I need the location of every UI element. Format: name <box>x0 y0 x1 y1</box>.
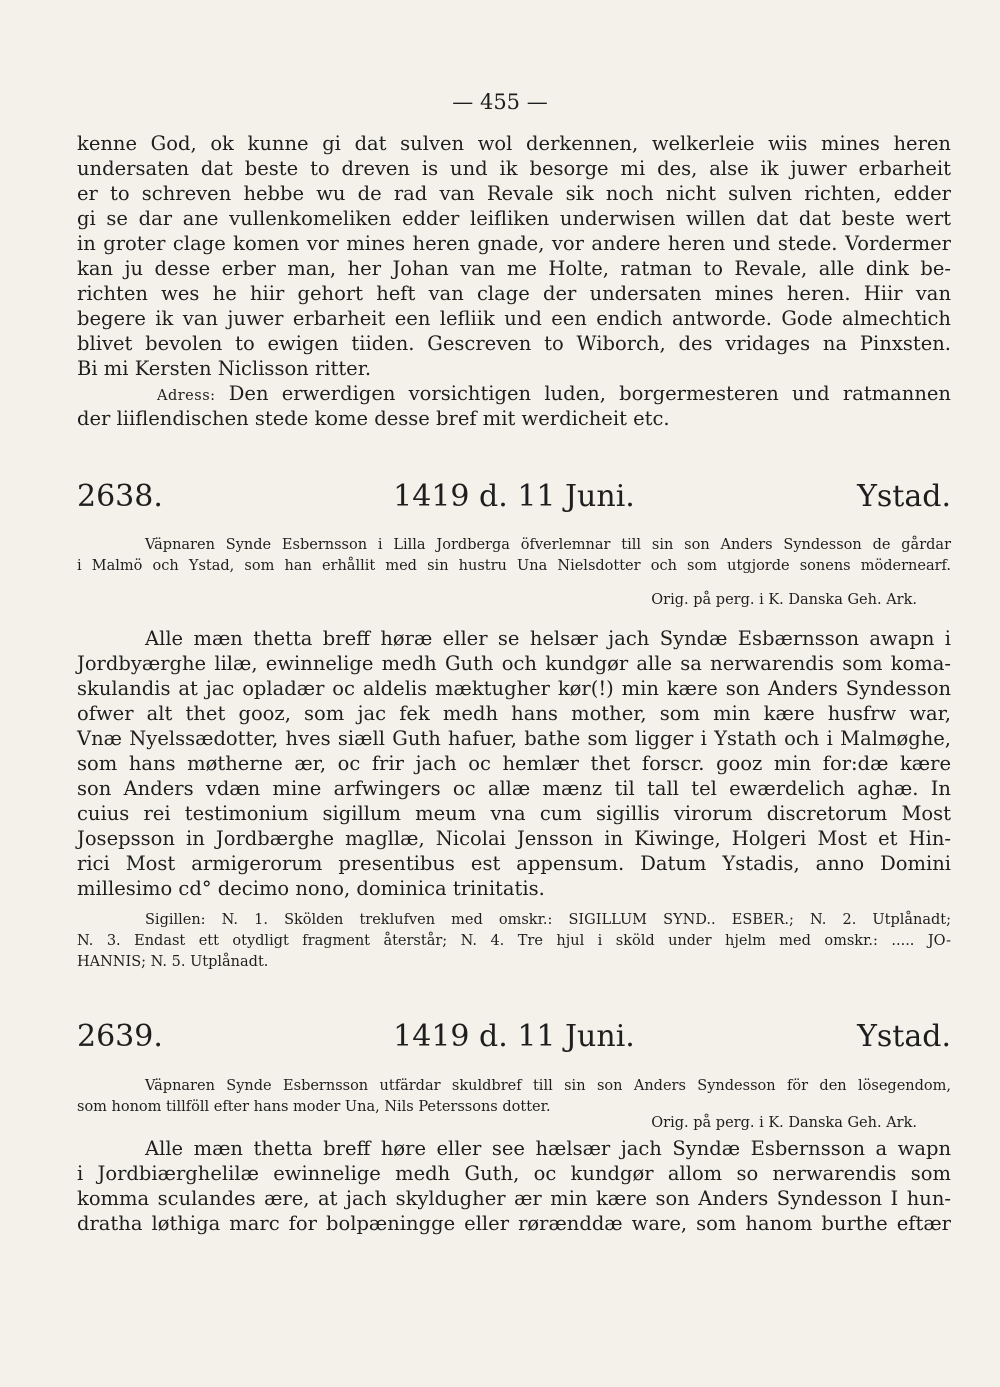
signature: Bi mi Kersten Niclisson ritter. <box>77 357 372 380</box>
text-line: kan ju desse erber man, her Johan van me Holte, ratman to Revale, alle dink be- <box>77 257 951 280</box>
text-line: son Anders vdæn mine arfwingers oc allæ mænz til tall tel ewærdelich aghæ. In <box>77 777 951 800</box>
text-line: gi se dar ane vullenkomeliken edder leifliken underwisen willen dat dat beste wert <box>77 207 951 230</box>
summary-line: i Malmö och Ystad, som han erhållit med sin hustru Una Nielsdotter och som utgjorde sonens mödernearf. <box>77 558 951 574</box>
text-line: Vnæ Nyelssædotter, hves siæll Guth hafuer, bathe som ligger i Ystath och i Malmøghe, <box>77 727 951 750</box>
text-line: komma sculandes ære, at jach skyldugher ær min kære son Anders Syndesson I hun- <box>77 1187 951 1210</box>
summary-line: Väpnaren Synde Esbernsson i Lilla Jordberga öfverlemnar till sin son Anders Syndesson de gårdar <box>145 537 951 553</box>
text-line: millesimo cd° decimo nono, dominica trinitatis. <box>77 877 545 900</box>
text-line: Alle mæn thetta breff høre eller see hælsær jach Syndæ Esbernsson a wapn <box>145 1137 951 1160</box>
source-note: Orig. på perg. i K. Danska Geh. Ark. <box>651 592 917 608</box>
address-line: der liiflendischen stede kome desse bref mit werdicheit etc. <box>77 407 670 430</box>
text-line: skulandis at jac opladær oc aldelis mæktugher kør(!) min kære son Anders Syndesson <box>77 677 951 700</box>
seal-note-line: Sigillen: N. 1. Skölden treklufven med omskr.: SIGILLUM SYND.. ESBER.; N. 2. Utplånadt; <box>145 912 951 928</box>
address-label: Adress: <box>157 388 216 404</box>
text-line: ofwer alt thet gooz, som jac fek medh hans mother, som min kære husfrw war, <box>77 702 951 725</box>
summary-line: som honom tillföll efter hans moder Una, Nils Peterssons dotter. <box>77 1099 551 1115</box>
page-number: — 455 — <box>452 90 548 114</box>
text-line: richten wes he hiir gehort heft van clage der undersaten mines heren. Hiir van <box>77 282 951 305</box>
address-line <box>77 382 951 408</box>
document-date: 1419 d. 11 Juni. <box>393 1019 635 1054</box>
text-line: begere ik van juwer erbarheit een lefliik und een endich antworde. Gode almechtich <box>77 307 951 330</box>
summary-line: Väpnaren Synde Esbernsson utfärdar skuldbref till sin son Anders Syndesson för den lösegendom, <box>145 1078 951 1094</box>
text-line: Josepsson in Jordbærghe magllæ, Nicolai Jensson in Kiwinge, Holgeri Most et Hin- <box>77 827 951 850</box>
document-number: 2638. <box>77 479 163 514</box>
text-line: undersaten dat beste to dreven is und ik besorge mi des, alse ik juwer erbarheit <box>77 157 951 180</box>
address-text: Den erwerdigen vorsichtigen luden, borgermesteren und ratmannen <box>228 382 951 405</box>
seal-note-line: N. 3. Endast ett otydligt fragment återstår; N. 4. Tre hjul i sköld under hjelm med omskr.: ..... JO- <box>77 933 951 949</box>
document-date: 1419 d. 11 Juni. <box>393 479 635 514</box>
document-place: Ystad. <box>857 1019 951 1054</box>
text-line: i Jordbiærghelilæ ewinnelige medh Guth, oc kundgør allom so nerwarendis som <box>77 1162 951 1185</box>
text-line: blivet bevolen to ewigen tiiden. Gescreven to Wiborch, des vridages na Pinxsten. <box>77 332 951 355</box>
document-heading <box>77 1017 951 1057</box>
text-line: kenne God, ok kunne gi dat sulven wol derkennen, welkerleie wiis mines heren <box>77 132 951 155</box>
text-line: er to schreven hebbe wu de rad van Revale sik noch nicht sulven richten, edder <box>77 182 951 205</box>
document-place: Ystad. <box>857 479 951 514</box>
source-note: Orig. på perg. i K. Danska Geh. Ark. <box>651 1115 917 1131</box>
text-line: Alle mæn thetta breff høræ eller se helsær jach Syndæ Esbærnsson awapn i <box>145 627 951 650</box>
text-line: som hans møtherne ær, oc frir jach oc hemlær thet forscr. gooz min for:dæ kære <box>77 752 951 775</box>
document-heading <box>77 477 951 517</box>
text-line: in groter clage komen vor mines heren gnade, vor andere heren und stede. Vordermer <box>77 232 951 255</box>
text-line: Jordbyærghe lilæ, ewinnelige medh Guth och kundgør alle sa nerwarendis som koma- <box>77 652 951 675</box>
text-line: rici Most armigerorum presentibus est appensum. Datum Ystadis, anno Domini <box>77 852 951 875</box>
document-number: 2639. <box>77 1019 163 1054</box>
text-line: cuius rei testimonium sigillum meum vna cum sigillis virorum discretorum Most <box>77 802 951 825</box>
seal-note-line: HANNIS; N. 5. Utplånadt. <box>77 954 269 970</box>
text-line: dratha løthiga marc for bolpæningge eller rørænddæ ware, som hanom burthe eftær <box>77 1212 951 1235</box>
